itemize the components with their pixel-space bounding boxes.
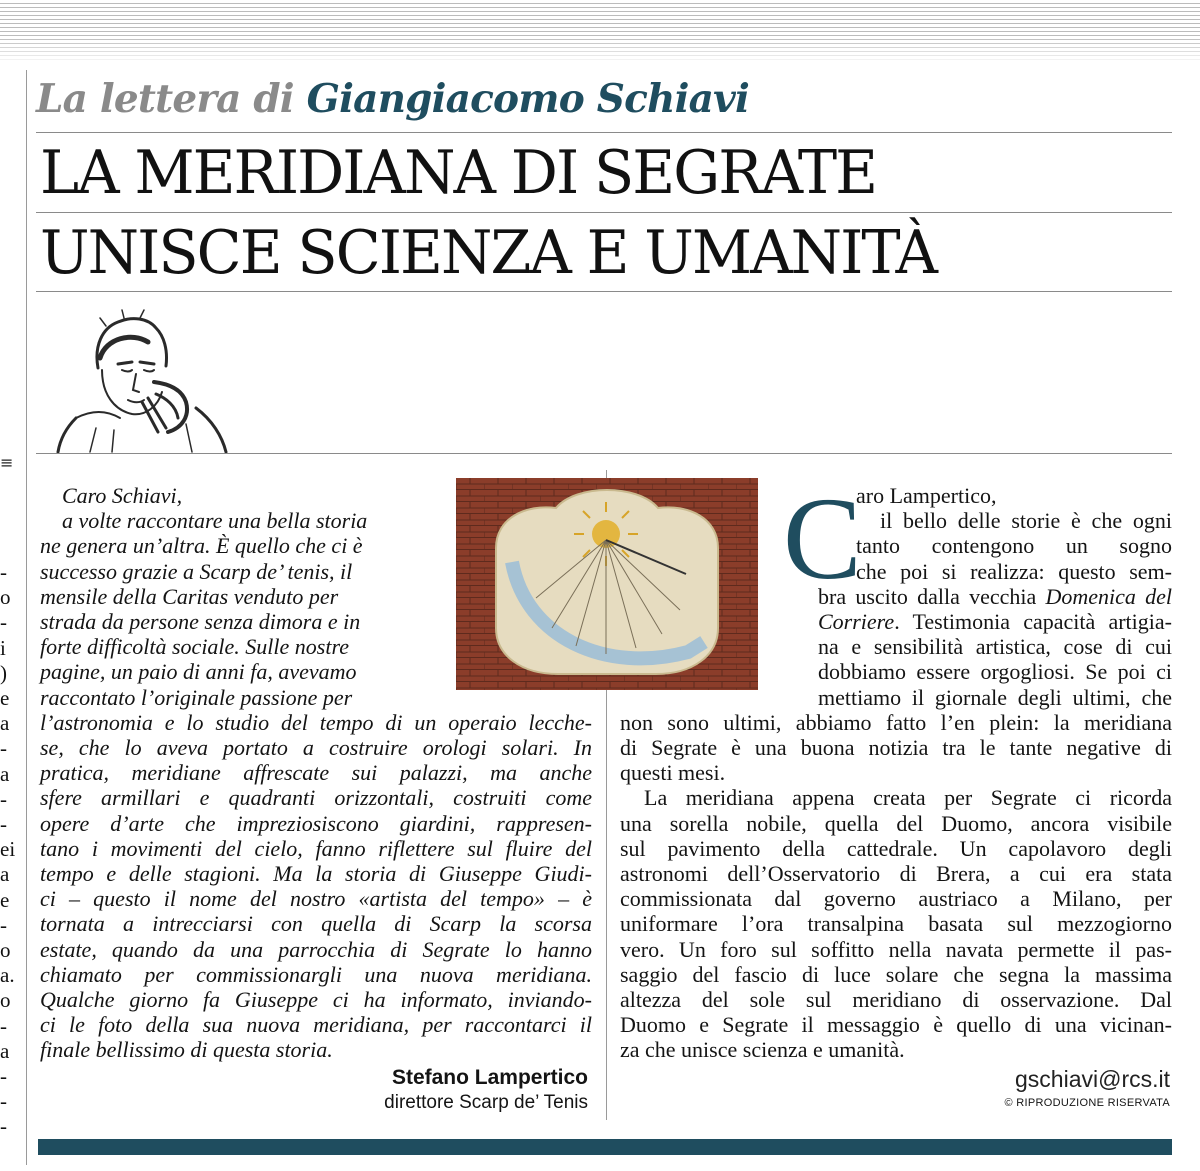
edge-glyph: -: [0, 1089, 7, 1114]
author-portrait-sketch: [36, 298, 246, 453]
reply-line: Corriere. Testimonia capacità artigia-: [818, 609, 1172, 634]
edge-glyph: -: [0, 912, 7, 937]
reply-line: sul pavimento della cattedrale. Un capolavoro degli: [620, 835, 1172, 861]
letter-line: successo grazie a Scarp de’ tenis, il: [40, 558, 353, 584]
letter-line: finale bellissimo di questa storia.: [40, 1037, 333, 1063]
edge-glyph: -: [0, 1114, 7, 1139]
reply-line: La meridiana appena creata per Segrate ci ricorda: [644, 785, 1172, 811]
letter-line: strada da persone senza dimora e in: [40, 609, 361, 634]
signature-role: direttore Scarp de’ Tenis: [384, 1092, 588, 1113]
edge-glyph: a: [0, 761, 10, 786]
edge-glyph: -: [0, 812, 7, 836]
reply-line: na e sensibilità artistica, cose di cui: [818, 634, 1172, 660]
reply-line: saggio del fascio di luce solare che segna la massima: [620, 961, 1172, 987]
edge-glyph: -: [0, 1013, 7, 1038]
kicker-author: Giangiacomo Schiavi: [306, 76, 749, 122]
letter-line: pagine, un paio di anni fa, avevamo: [40, 659, 357, 685]
edge-glyph: -: [0, 560, 7, 584]
letter-line: chiamato per commissionargli una nuova meridiana.: [40, 961, 592, 987]
edge-glyph: i: [0, 635, 6, 660]
left-column-divider: [26, 70, 27, 1165]
letter-line: se, che lo aveva portato a costruire orologi solari. In: [40, 735, 592, 760]
edge-glyph: -: [0, 786, 7, 811]
edge-glyph: e: [0, 887, 10, 912]
edge-glyph: -: [0, 736, 7, 761]
reply-line: altezza del sole sul meridiano di osservazione. Dal: [620, 987, 1172, 1012]
reply-line: uniformare l’ora transalpina basata sul mezzogiorno: [620, 911, 1172, 937]
edge-glyph: ei: [0, 837, 16, 862]
bottom-accent-bar: [38, 1139, 1172, 1155]
reply-line: non sono ultimi, abbiamo fatto l’en plein: la meridiana: [620, 709, 1172, 735]
letter-line: tano i movimenti del cielo, fanno riflettere sul fluire del: [40, 835, 592, 861]
copyright-notice: © RIPRODUZIONE RISERVATA: [1004, 1097, 1170, 1109]
left-edge-glyphs: ≡: [0, 453, 14, 472]
letter-line: forte difficoltà sociale. Sulle nostre: [40, 634, 349, 660]
letter-line: tornata a intrecciarsi con quella di Scarp la scorsa: [40, 911, 592, 937]
letter-line: a volte raccontare una bella storia: [62, 508, 368, 534]
letter-line: opere d’arte che impreziosiscono giardini, rappresen-: [40, 810, 592, 836]
reply-line: commissionata dal governo austriaco a Milano, per: [620, 886, 1172, 912]
letter-line: Qualche giorno fa Giuseppe ci ha informato, inviando-: [40, 987, 592, 1012]
edge-glyph: -: [0, 610, 7, 635]
letter-line: l’astronomia e lo studio del tempo di un operaio lecche-: [40, 709, 592, 735]
letter-line: ci le foto della sua nuova meridiana, per raccontarci il: [40, 1012, 592, 1038]
letter-line: ne genera un’altra. È quello che ci è: [40, 533, 363, 559]
kicker: [36, 76, 749, 122]
edge-glyph: o: [0, 988, 11, 1013]
kicker-prefix: La lettera di: [36, 76, 294, 122]
reply-line: astronomi dell’Osservatorio di Brera, a cui era stata: [620, 861, 1172, 886]
reply-line: che poi si realizza: questo sem-: [856, 558, 1172, 584]
reply-line: una sorella nobile, quella del Duomo, ancora visibile: [620, 810, 1172, 836]
edge-glyph: a: [0, 862, 10, 887]
headline-line-2: UNISCE SCIENZA E UMANITÀ: [40, 218, 936, 288]
author-email[interactable]: gschiavi@rcs.it: [1015, 1066, 1170, 1092]
rule-under-headline: [36, 291, 1172, 292]
letter-line: ci – questo il nome del nostro «artista del tempo» – è: [40, 886, 592, 912]
edge-glyph: -: [0, 1064, 7, 1088]
signature-name: Stefano Lampertico: [391, 1066, 588, 1089]
edge-glyph: e: [0, 686, 10, 710]
reply-line: dobbiamo essere orgogliosi. Se poi ci: [818, 659, 1172, 685]
reply-line: Duomo e Segrate il messaggio è quello di una vicinan-: [620, 1012, 1172, 1038]
rule-under-kicker: [36, 132, 1172, 133]
reply-drop-cap: C: [783, 473, 862, 604]
headline-line-1: LA MERIDIANA DI SEGRATE: [40, 138, 877, 208]
rule-between-headlines: [36, 212, 1172, 213]
edge-glyph: a.: [0, 963, 15, 988]
sundial-photo: [456, 478, 758, 690]
letter-line: mensile della Caritas venduto per: [40, 583, 339, 609]
letter-line: raccontato l’originale passione per: [40, 684, 353, 710]
edge-glyph: o: [0, 585, 11, 610]
reply-line: di Segrate è una buona notizia tra le tante negative di: [620, 735, 1172, 760]
letter-line: estate, quando da una parrocchia di Segrate lo hanno: [40, 936, 592, 962]
reply-line: il bello delle storie è che ogni: [880, 508, 1172, 534]
rule-above-columns: [36, 453, 1172, 454]
reply-line: bra uscito dalla vecchia Domenica del: [818, 583, 1172, 609]
reply-line: tanto contengono un sogno: [856, 533, 1172, 559]
letter-line: Caro Schiavi,: [62, 483, 183, 508]
page-top-fade: [0, 0, 1200, 62]
reply-line: mettiamo il giornale degli ultimi, che: [818, 684, 1172, 710]
reply-line: aro Lampertico,: [856, 483, 997, 508]
letter-line: pratica, meridiane affrescate sui palazzi, ma anche: [40, 760, 592, 786]
reply-line: vero. Un foro sul soffitto nella navata permette il pas-: [620, 936, 1172, 962]
edge-glyph: ): [0, 660, 7, 685]
letter-line: sfere armillari e quadranti orizzontali, costruiti come: [40, 785, 592, 811]
edge-glyph: a: [0, 1038, 10, 1063]
reply-line: questi mesi.: [620, 760, 726, 786]
reply-line: za che unisce scienza e umanità.: [620, 1037, 905, 1063]
edge-glyph: o: [0, 938, 11, 962]
letter-line: tempo e delle stagioni. Ma la storia di Giuseppe Giudi-: [40, 861, 592, 886]
edge-glyph: a: [0, 711, 10, 736]
